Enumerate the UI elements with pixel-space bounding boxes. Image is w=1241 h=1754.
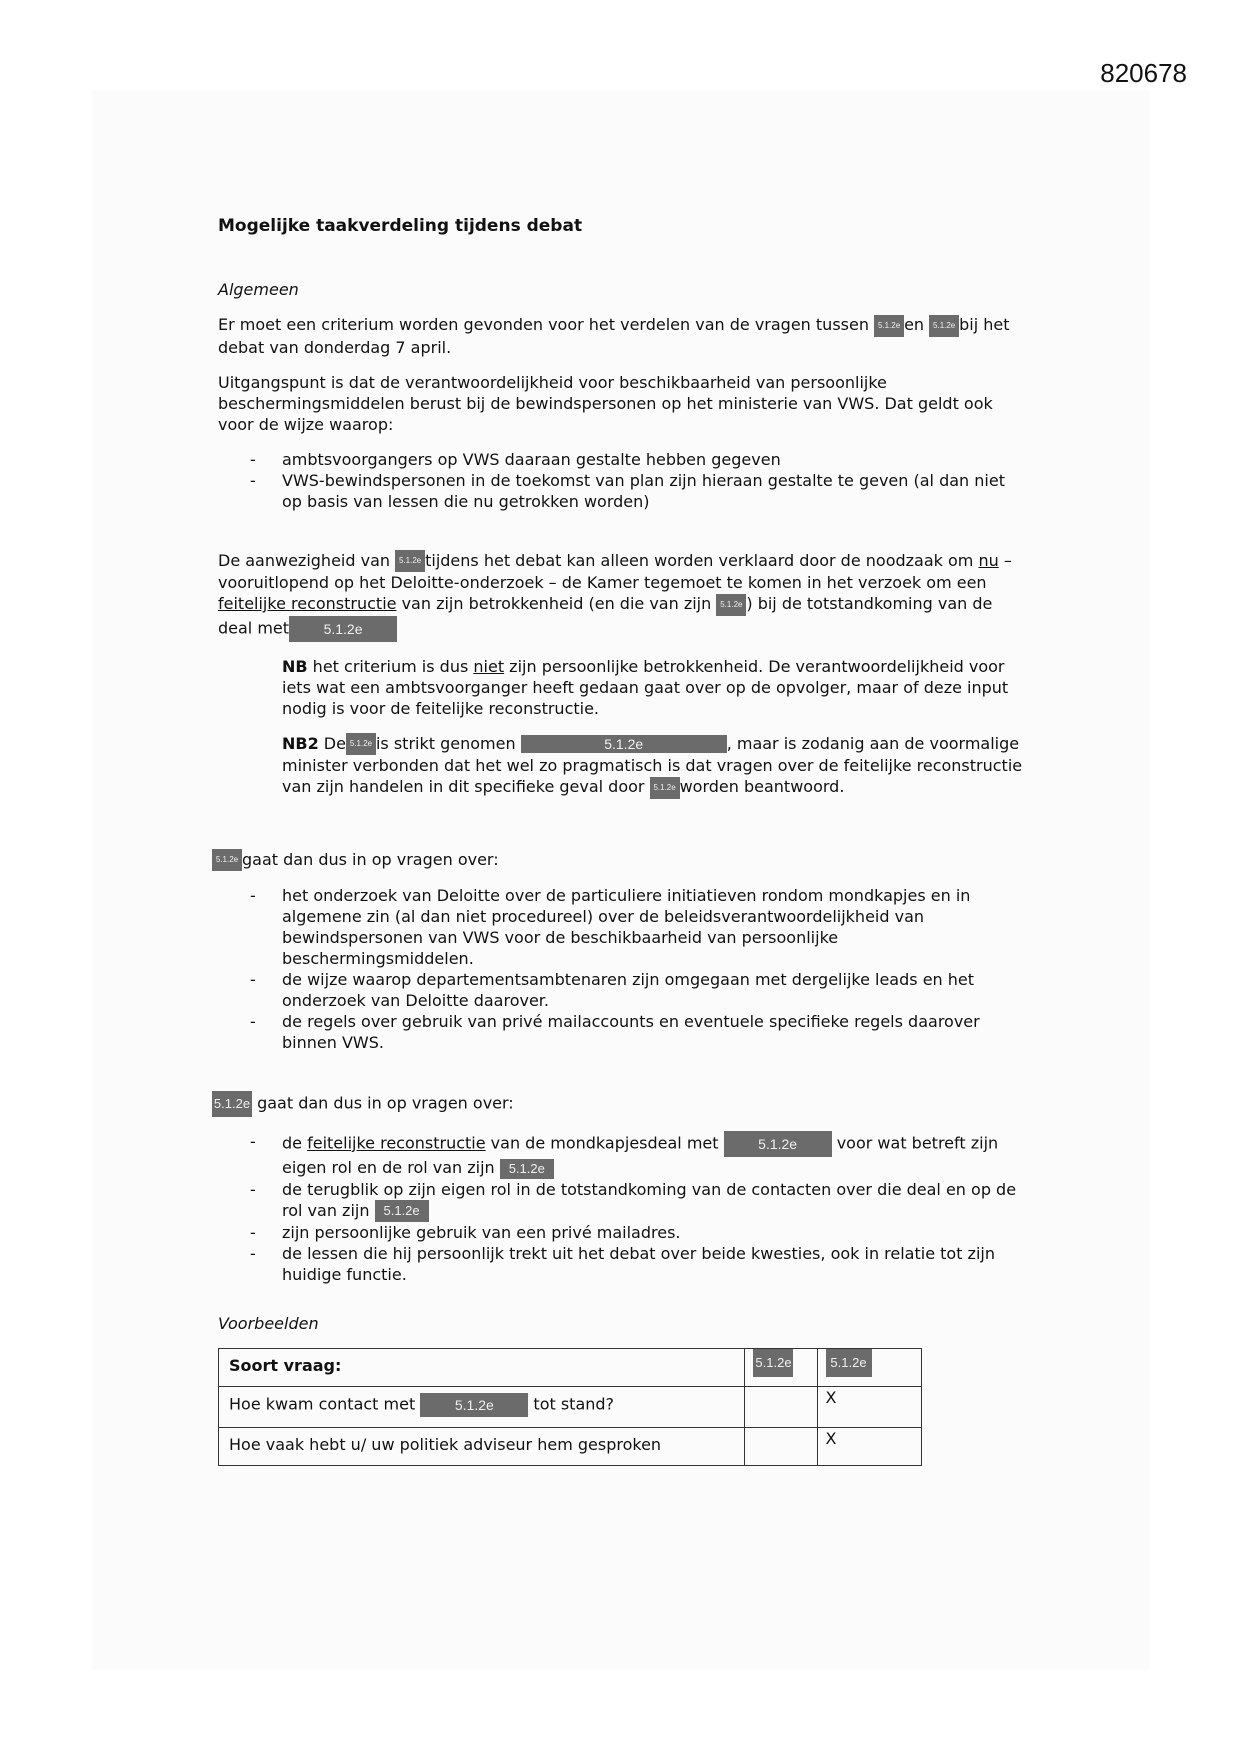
paragraph-criterium bbox=[218, 314, 1028, 358]
table-cell bbox=[219, 1387, 745, 1428]
text-run: Er moet een criterium worden gevonden voor het verdelen van de vragen tussen bbox=[218, 315, 875, 334]
document-number: 820678 bbox=[1100, 58, 1187, 88]
text-run: het criterium is dus bbox=[307, 656, 474, 676]
text-run: tot stand? bbox=[528, 1394, 615, 1414]
text-run: De bbox=[318, 733, 346, 753]
list-item: - de wijze waarop departementsambtenaren zijn omgegaan met dergelijke leads en het onderzoek van Deloitte daarover. bbox=[218, 969, 1028, 1011]
table-header-cell: Soort vraag: bbox=[219, 1349, 745, 1387]
list-first bbox=[218, 885, 1028, 1053]
nb2-label: NB2 bbox=[282, 733, 319, 753]
redaction-box: 5.1.2e bbox=[346, 733, 376, 755]
table-cell bbox=[745, 1428, 817, 1466]
underlined-text: niet bbox=[473, 656, 505, 676]
redaction-box: 5.1.2e bbox=[753, 1349, 793, 1377]
table-cell: X bbox=[817, 1428, 922, 1466]
document-body bbox=[213, 216, 1028, 1466]
redaction-box: 5.1.2e bbox=[395, 550, 425, 572]
text-run: de terugblik op zijn eigen rol in de totstandkoming van de contacten over die deal en op de rol van zijn bbox=[282, 1179, 1017, 1220]
text-run: zijn persoonlijke betrokkenheid. De verantwoordelijkheid voor iets wat een ambtsvoorganger heeft gedaan gaat over op de opvolger, maar of deze input nodig is voor de feitelijke reconstructie. bbox=[282, 656, 1009, 718]
underlined-text: feitelijke reconstructie bbox=[218, 594, 397, 613]
text-run: voor wat betreft zijn eigen rol en de rol van zijn bbox=[282, 1133, 999, 1177]
list-item bbox=[218, 1179, 1028, 1223]
text-run: bij het debat van donderdag 7 april. bbox=[218, 315, 1010, 357]
redaction-box: 5.1.2e bbox=[929, 315, 959, 337]
text-run: worden beantwoord. bbox=[679, 777, 845, 796]
text-run: de bbox=[282, 1133, 308, 1153]
text-run: , maar is zodanig aan de voormalige minister verbonden dat het wel zo pragmatisch is dat vragen over de feitelijke reconstructie van zijn handelen in dit specifieke geval door bbox=[282, 733, 1023, 796]
section-lead-second bbox=[212, 1091, 1028, 1117]
section-lead-first bbox=[212, 849, 1028, 872]
table-cell: Hoe vaak hebt u/ uw politiek adviseur hem gesproken bbox=[219, 1428, 745, 1466]
redaction-box: 5.1.2e bbox=[724, 1131, 832, 1157]
text-run: is strikt genomen bbox=[375, 733, 521, 753]
redaction-box: 5.1.2e bbox=[826, 1349, 872, 1377]
redaction-box: 5.1.2e bbox=[212, 1091, 252, 1117]
redaction-box: 5.1.2e bbox=[650, 777, 680, 799]
underlined-text: feitelijke reconstructie bbox=[307, 1133, 486, 1153]
table-header-cell bbox=[745, 1349, 817, 1387]
redaction-box: 5.1.2e bbox=[716, 594, 746, 616]
list-item: - het onderzoek van Deloitte over de particuliere initiatieven rondom mondkapjes en in algemene zin (al dan niet procedureel) over de beleidsverantwoordelijkheid van bewindspersonen van VWS voor de beschikbaarheid van persoonlijke beschermingsmiddelen. bbox=[218, 885, 1028, 969]
redaction-box: 5.1.2e bbox=[420, 1393, 528, 1417]
paragraph-nb2 bbox=[218, 733, 1028, 799]
section-heading-general: Algemeen bbox=[218, 280, 299, 299]
redaction-box: 5.1.2e bbox=[874, 315, 904, 337]
text-run: Hoe kwam contact met bbox=[229, 1394, 421, 1414]
table-row bbox=[219, 1387, 922, 1428]
table-header-row bbox=[219, 1349, 922, 1387]
text-run: tijdens het debat kan alleen worden verklaard door de noodzaak om bbox=[425, 550, 979, 570]
text-run: en bbox=[904, 315, 930, 334]
section-heading-examples: Voorbeelden bbox=[218, 1314, 319, 1333]
paragraph-aanwezigheid bbox=[218, 550, 1028, 642]
text-run: De aanwezigheid van bbox=[218, 550, 396, 570]
underlined-text: nu bbox=[978, 550, 999, 570]
examples-table bbox=[218, 1348, 922, 1466]
redaction-box: 5.1.2e bbox=[212, 849, 242, 871]
table-header-cell bbox=[817, 1349, 922, 1387]
redaction-box: 5.1.2e bbox=[375, 1200, 429, 1222]
text-run: van de mondkapjesdeal met bbox=[485, 1133, 724, 1153]
paragraph-nb bbox=[218, 656, 1028, 719]
redaction-box: 5.1.2e bbox=[521, 735, 727, 753]
table-cell: X bbox=[817, 1387, 922, 1428]
document-title: Mogelijke taakverdeling tijdens debat bbox=[218, 216, 583, 236]
list-item bbox=[218, 1131, 1028, 1179]
table-cell bbox=[745, 1387, 817, 1428]
list-item: - VWS-bewindspersonen in de toekomst van plan zijn hieraan gestalte te geven (al dan niet op basis van lessen die nu getrokken worden) bbox=[218, 470, 1028, 512]
redaction-box: 5.1.2e bbox=[500, 1159, 554, 1179]
table-row bbox=[219, 1428, 922, 1466]
spacer bbox=[218, 813, 1028, 849]
list-item: - ambtsvoorgangers op VWS daaraan gestalte hebben gegeven bbox=[218, 449, 1028, 470]
spacer bbox=[218, 526, 1028, 550]
list-item: - de regels over gebruik van privé mailaccounts en eventuele specifieke regels daarover binnen VWS. bbox=[218, 1011, 1028, 1053]
text-run: gaat dan dus in op vragen over: bbox=[257, 1093, 514, 1113]
list-general bbox=[218, 449, 1028, 512]
spacer bbox=[218, 1067, 1028, 1091]
redaction-box: 5.1.2e bbox=[289, 616, 397, 642]
list-second bbox=[218, 1131, 1028, 1285]
nb-label: NB bbox=[282, 656, 308, 676]
text-run: – vooruitlopend op het Deloitte-onderzoek – de Kamer tegemoet te komen in het verzoek om een bbox=[218, 550, 1012, 592]
list-item: - de lessen die hij persoonlijk trekt uit het debat over beide kwesties, ook in relatie tot zijn huidige functie. bbox=[218, 1243, 1028, 1285]
paragraph-uitgangspunt: Uitgangspunt is dat de verantwoordelijkheid voor beschikbaarheid van persoonlijke beschermingsmiddelen berust bij de bewindspersonen op het ministerie van VWS. Dat geldt ook voor de wijze waarop: bbox=[218, 372, 993, 434]
text-run: ) bij de totstandkoming van de deal met bbox=[218, 594, 993, 637]
text-run: gaat dan dus in op vragen over: bbox=[242, 849, 499, 869]
list-item: - zijn persoonlijke gebruik van een privé mailadres. bbox=[218, 1222, 1028, 1243]
text-run: van zijn betrokkenheid (en die van zijn bbox=[396, 594, 717, 613]
